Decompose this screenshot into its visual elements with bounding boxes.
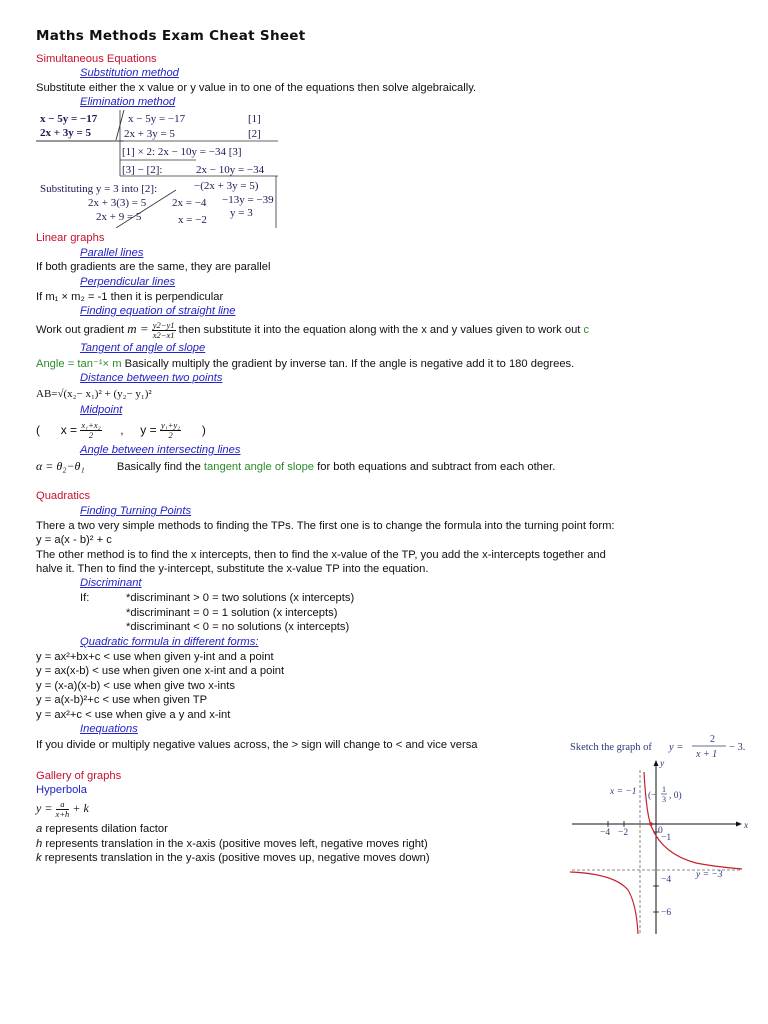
hyperbola-denominator: x+h — [55, 808, 70, 819]
sketch-y-arrow — [654, 760, 659, 766]
hyperbola-a-var: a — [36, 823, 43, 835]
hyperbola-numerator: a — [56, 800, 70, 810]
midpoint-y-label: y = — [140, 423, 157, 437]
sketch-point-num: 1 — [662, 785, 666, 794]
midpoint-formula — [36, 418, 206, 442]
elimination-diagram — [36, 110, 278, 228]
midpoint-x-fraction — [80, 421, 101, 440]
hyperbola-k-var: k — [36, 852, 42, 864]
tangent-text: Basically multiply the gradient by inverse tan. If the angle is negative add it to 180 degrees. — [124, 358, 575, 370]
gradient-m: m = — [127, 321, 149, 336]
hyperbola-a-line — [36, 823, 168, 835]
sketch-tick-m6: −6 — [661, 908, 672, 918]
elim-eq2: 2x + 3y = 5 — [40, 127, 92, 139]
elim-eq1: x − 5y = −17 — [40, 113, 98, 125]
angle-formula: α = θ₂−θ₁ — [36, 459, 85, 473]
sketch-point-den: 3 — [662, 795, 666, 804]
tangent-line — [36, 357, 574, 370]
gradient-line — [36, 318, 589, 341]
page-title: Maths Methods Exam Cheat Sheet — [36, 28, 306, 44]
hyperbola-formula — [36, 797, 89, 820]
subheading-substitution: Substitution method — [80, 67, 179, 79]
section-heading-quadratics: Quadratics — [36, 490, 91, 502]
subheading-turning-points: Finding Turning Points — [80, 505, 192, 517]
subheading-inequations: Inequations — [80, 723, 138, 735]
midpoint-open: ( — [36, 423, 40, 437]
elim-r5: −(2x + 3y = 5) — [194, 180, 259, 192]
subheading-elimination: Elimination method — [80, 96, 176, 108]
subheading-equation-line: Finding equation of straight line — [80, 305, 236, 317]
sketch-tick-m2: −2 — [618, 828, 629, 838]
section-heading-simultaneous: Simultaneous Equations — [36, 53, 157, 65]
sketch-asym-y-label: y = −3 — [696, 870, 723, 880]
subheading-angle-between: Angle between intersecting lines — [80, 444, 241, 456]
sketch-tick-m1: −1 — [661, 833, 672, 843]
sketch-axis-x: x — [744, 821, 749, 831]
tangent-formula: Angle = tan⁻¹× m — [36, 358, 122, 370]
gradient-text-a: Work out gradient — [36, 324, 125, 336]
midpoint-close: ) — [201, 423, 206, 437]
elim-r2-label: [2] — [248, 128, 261, 140]
subheading-hyperbola: Hyperbola — [36, 784, 87, 796]
subheading-perpendicular: Perpendicular lines — [80, 276, 176, 288]
subheading-midpoint: Midpoint — [80, 404, 123, 416]
subheading-discriminant: Discriminant — [80, 577, 142, 589]
sketch-point-open: (− — [648, 791, 657, 801]
elim-r7: y = 3 — [230, 207, 253, 219]
sketch-tick-0: 0 — [658, 826, 663, 836]
hyperbola-a-text: represents dilation factor — [45, 823, 168, 835]
sketch-caption-den: x + 1 — [696, 749, 718, 760]
turning-points-text-3: The other method is to find the x intercepts, then to find the x-value of the TP, you add the x-intercepts together and — [36, 549, 606, 561]
gradient-text-b: then substitute it into the equation along with the x and y values given to work out — [178, 324, 581, 336]
hyperbola-h-text: represents translation in the x-axis (positive moves left, negative moves right) — [45, 838, 428, 850]
elim-r1: x − 5y = −17 — [128, 113, 186, 125]
quadratic-form-2: y = ax(x-b) < use when given one x-int and a point — [36, 665, 285, 677]
turning-points-text-4: halve it. Then to find the y-intercept, substitute the x-value TP into the equation. — [36, 563, 429, 575]
sketch-asym-x-label: x = −1 — [610, 787, 637, 797]
sketch-caption-y: y = — [669, 742, 684, 753]
sketch-tick-m4y: −4 — [661, 875, 672, 885]
elim-s3: 2x + 9 = 5 — [96, 211, 142, 223]
hyperbola-y: y = — [36, 801, 53, 815]
elimination-example-image — [36, 110, 278, 228]
angle-text-green: tangent angle of slope — [203, 461, 315, 473]
midpoint-x-numerator: x₁+x₂ — [81, 420, 101, 431]
subheading-distance: Distance between two points — [80, 372, 223, 384]
midpoint-x-denominator: 2 — [88, 430, 94, 441]
turning-points-text-2: y = a(x - b)² + c — [36, 534, 112, 546]
midpoint-y-fraction — [160, 421, 181, 440]
elim-s2: 2x + 3(3) = 5 — [88, 197, 147, 209]
hyperbola-sketch-image — [566, 730, 762, 935]
gradient-numerator: y2−y1 — [152, 319, 175, 330]
sketch-curve-left — [570, 872, 638, 934]
midpoint-comma: , — [120, 423, 124, 437]
elim-s4: 2x = −4 — [172, 197, 207, 209]
elim-r6: −13y = −39 — [222, 194, 274, 206]
elim-r1-label: [1] — [248, 113, 261, 125]
sketch-caption-b: − 3. — [729, 742, 746, 753]
elim-r3: [1] × 2: 2x − 10y = −34 [3] — [122, 146, 242, 158]
section-heading-gallery: Gallery of graphs — [36, 770, 122, 782]
hyperbola-h-var: h — [36, 838, 43, 850]
sketch-axis-y: y — [660, 759, 665, 769]
sketch-caption-a: Sketch the graph of — [570, 742, 652, 753]
angle-text-b: for both equations and subtract from each other. — [317, 461, 556, 473]
turning-points-text-1: There a two very simple methods to finding the TPs. The first one is to change the formula into the turning point form: — [36, 520, 615, 532]
quadratic-form-3: y = (x-a)(x-b) < use when give two x-ints — [36, 680, 235, 692]
parallel-text: If both gradients are the same, they are parallel — [36, 261, 271, 273]
gradient-c: c — [583, 324, 590, 336]
midpoint-y-numerator: y₁+y₂ — [160, 420, 181, 431]
subheading-quadratic-forms: Quadratic formula in different forms: — [80, 636, 259, 648]
quadratic-form-1: y = ax²+bx+c < use when given y-int and a point — [36, 651, 274, 663]
discriminant-rule-2: *discriminant = 0 = 1 solution (x intercepts) — [126, 607, 338, 619]
midpoint-y-denominator: 2 — [168, 430, 173, 441]
inequations-text: If you divide or multiply negative values across, the > sign will change to < and vice versa — [36, 739, 478, 751]
elim-r4: 2x − 10y = −34 — [196, 164, 265, 176]
elim-r4-label: [3] − [2]: — [122, 164, 163, 176]
gradient-fraction — [152, 321, 176, 340]
elim-s5: x = −2 — [178, 214, 207, 226]
quadratic-form-4: y = a(x-b)²+c < use when given TP — [36, 694, 208, 706]
substitution-text: Substitute either the x value or y value in to one of the equations then solve algebraically. — [36, 82, 477, 94]
quadratic-form-5: y = ax²+c < use when give a y and x-int — [36, 709, 231, 721]
subheading-parallel: Parallel lines — [80, 247, 144, 259]
sketch-caption-num: 2 — [710, 734, 715, 745]
sketch-x-intercept-point — [649, 822, 653, 826]
subheading-tangent: Tangent of angle of slope — [80, 342, 206, 354]
hyperbola-h-line — [36, 838, 428, 850]
midpoint-x-label: x = — [60, 423, 78, 437]
sketch-curve-right — [644, 772, 742, 869]
angle-between-line — [36, 459, 555, 474]
sketch-point-close: , 0) — [669, 791, 682, 801]
sketch-tick-m4: −4 — [600, 828, 611, 838]
elim-r2: 2x + 3y = 5 — [124, 128, 175, 140]
hyperbola-sketch — [566, 730, 762, 935]
hyperbola-plus-k: + k — [72, 801, 89, 815]
distance-formula: AB=√(x₂− x₁)² + (y₂− y₁)² — [36, 388, 152, 400]
hyperbola-fraction — [56, 800, 70, 819]
discriminant-if: If: — [80, 592, 90, 604]
discriminant-rule-1: *discriminant > 0 = two solutions (x intercepts) — [126, 592, 355, 604]
section-heading-linear: Linear graphs — [36, 232, 105, 244]
sketch-x-arrow — [736, 822, 742, 827]
discriminant-rule-3: *discriminant < 0 = no solutions (x intercepts) — [126, 621, 350, 633]
perpendicular-text: If m₁ × m₂ = -1 then it is perpendicular — [36, 291, 224, 303]
hyperbola-k-text: represents translation in the y-axis (positive moves up, negative moves down) — [44, 852, 430, 864]
hyperbola-k-line — [36, 852, 430, 864]
gradient-denominator: x2−x1 — [152, 329, 175, 340]
elim-substituting: Substituting y = 3 into [2]: — [40, 183, 158, 195]
angle-text-a: Basically find the — [116, 461, 201, 473]
